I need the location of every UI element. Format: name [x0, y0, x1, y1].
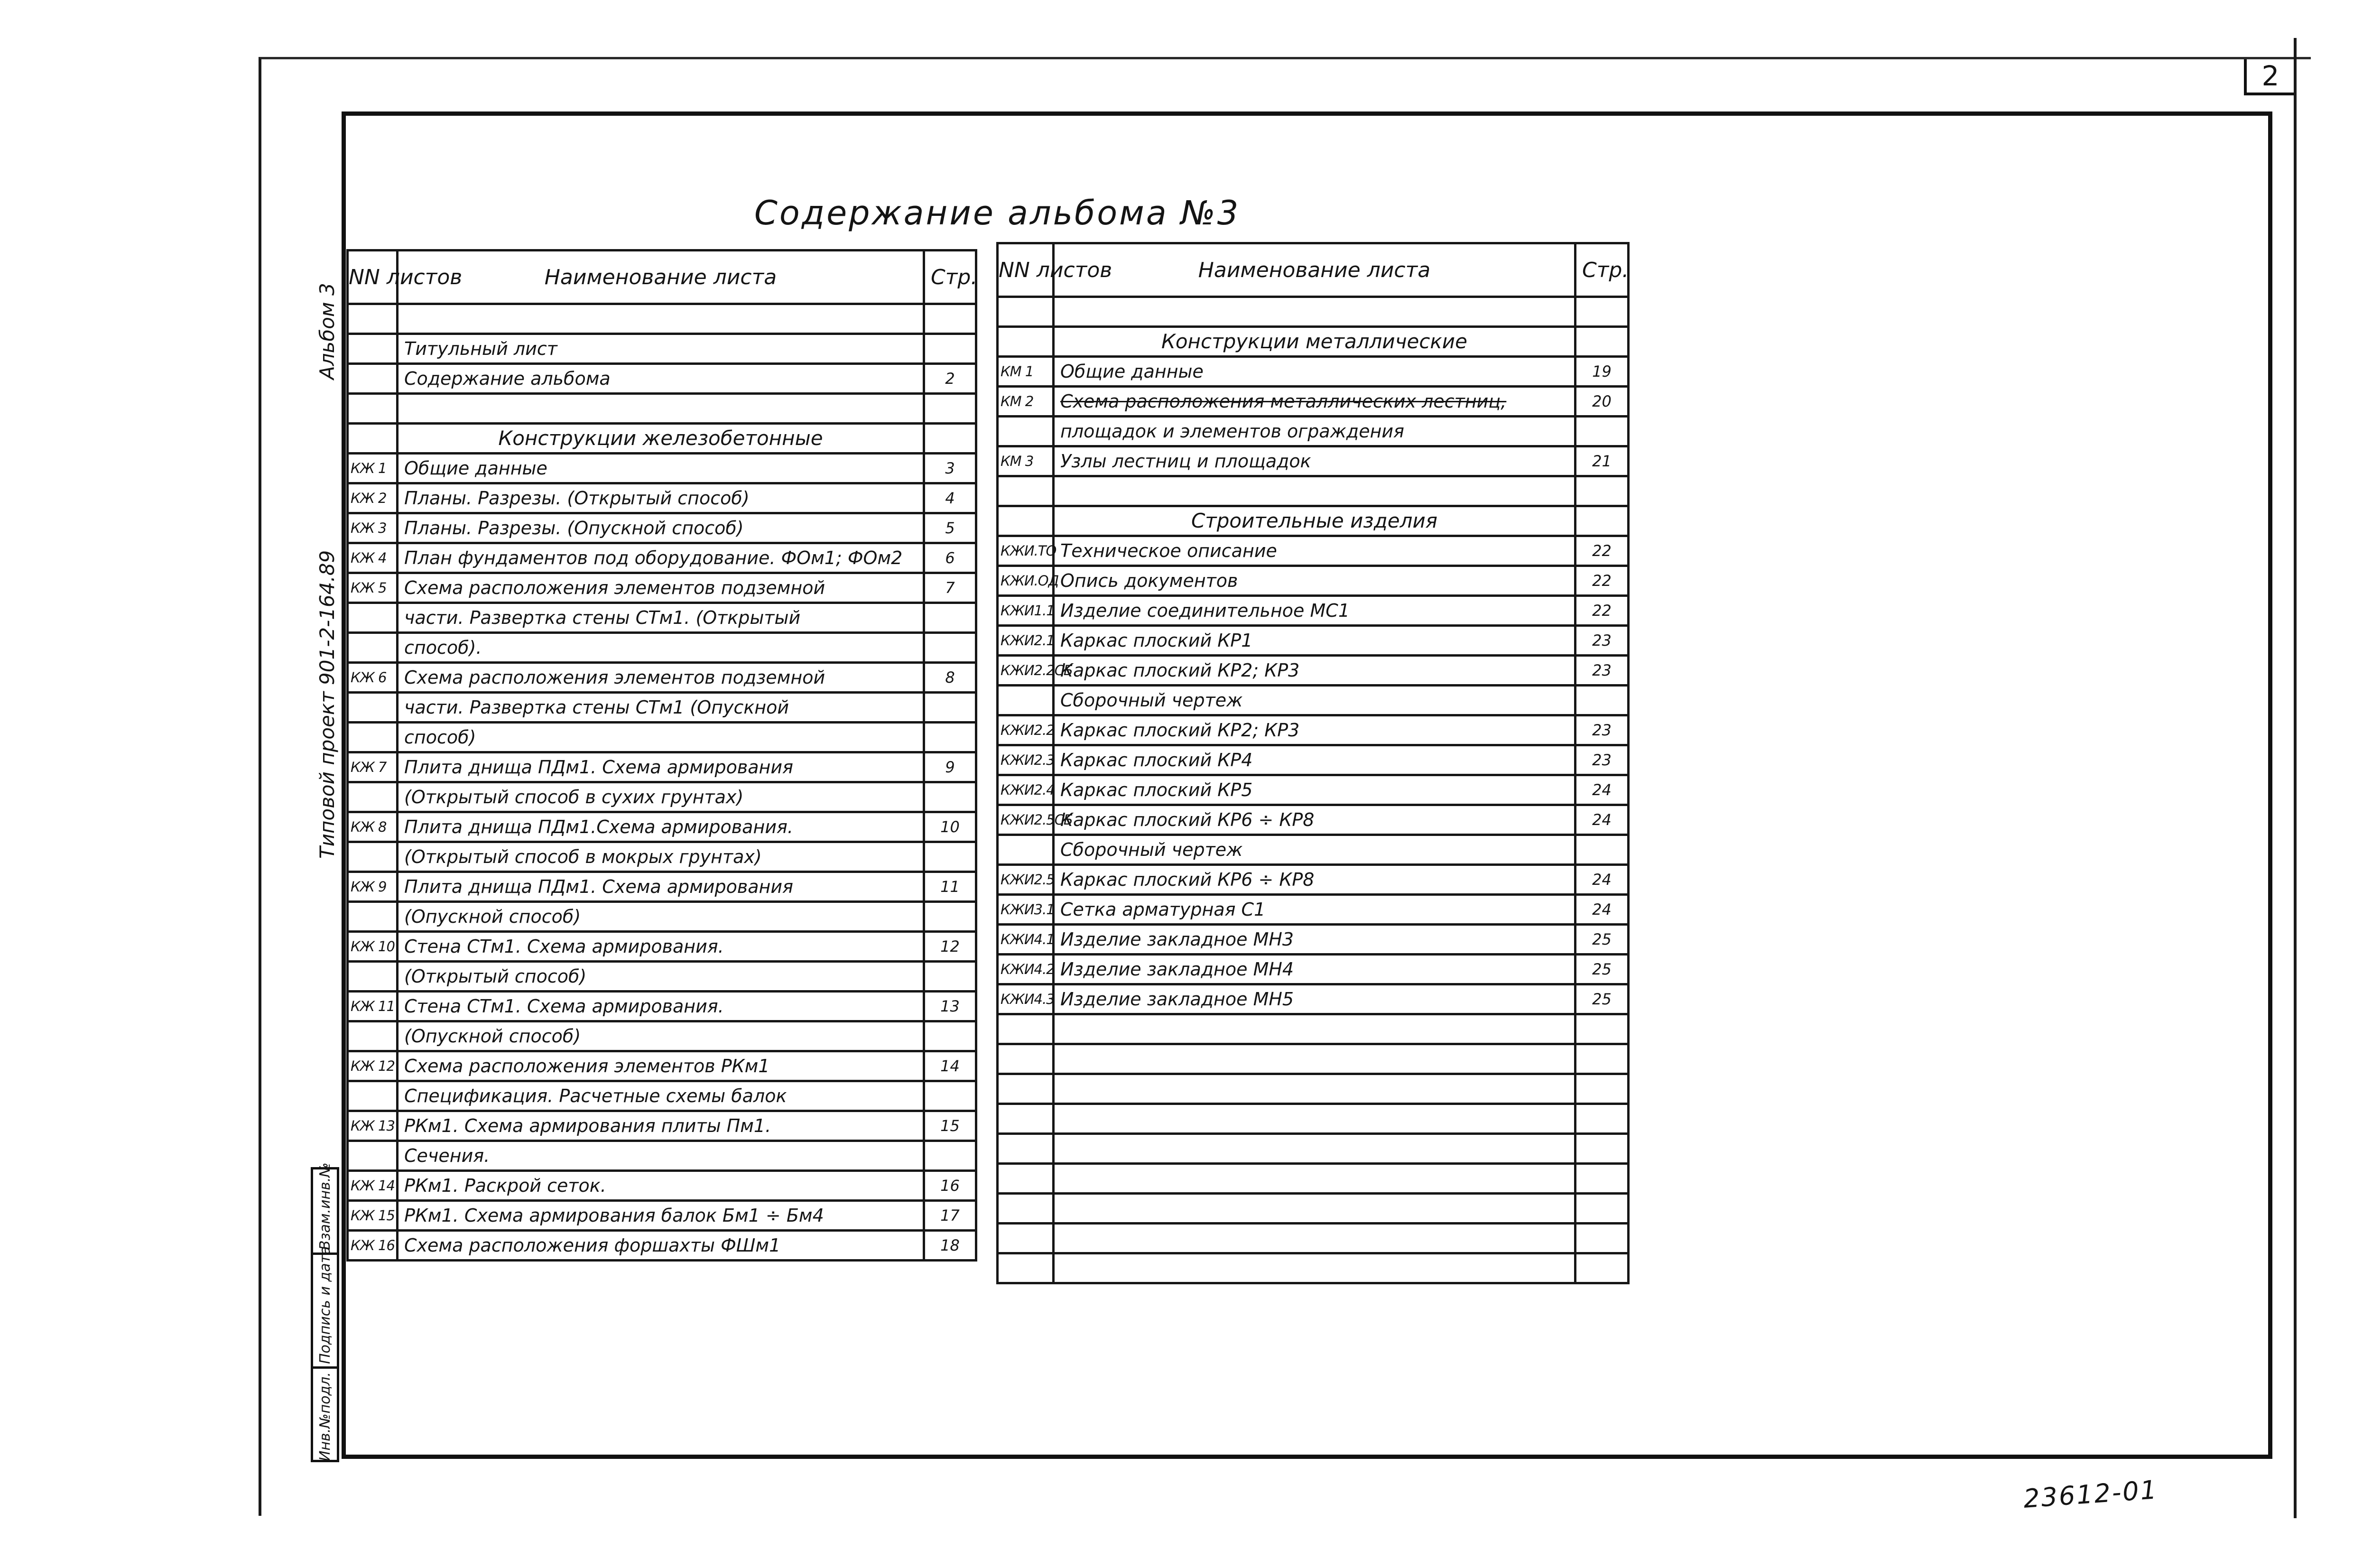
- sheet-name: План фундаментов под оборудование. ФОм1; ФОм2: [398, 543, 924, 573]
- sheet-code: [348, 902, 398, 932]
- sheet-code: КЖ 6: [348, 663, 398, 693]
- table-row: [998, 1044, 1629, 1074]
- sheet-code: [348, 603, 398, 633]
- sheet-name: Плита днища ПДм1. Схема армирования: [398, 752, 924, 782]
- sheet-page: [924, 424, 976, 454]
- table-row: [348, 1021, 976, 1051]
- table-row: [348, 603, 976, 633]
- sheet-name: Техническое описание: [1054, 536, 1575, 566]
- sheet-page: [1575, 1194, 1629, 1224]
- sheet-name: Изделие соединительное МС1: [1054, 596, 1575, 626]
- sheet-name: Изделие закладное МН3: [1054, 925, 1575, 955]
- table-row: [348, 752, 976, 782]
- header-num: NN листов: [998, 243, 1054, 297]
- page-number: 2: [2244, 59, 2294, 95]
- sheet-code: КЖ 1: [348, 454, 398, 483]
- sheet-page: 20: [1575, 387, 1629, 417]
- sheet-code: КЖИ.ОД: [998, 566, 1054, 596]
- sheet-page: 6: [924, 543, 976, 573]
- sheet-page: [1575, 835, 1629, 865]
- sheet-page: 11: [924, 872, 976, 902]
- table-row: [348, 304, 976, 334]
- sheet-name: РКм1. Схема армирования плиты Пм1.: [398, 1111, 924, 1141]
- sheet-name: (Опускной способ): [398, 902, 924, 932]
- table-row: [998, 775, 1629, 805]
- table-row: [348, 782, 976, 812]
- sheet-name: Плита днища ПДм1. Схема армирования: [398, 872, 924, 902]
- sheet-code: КЖ 10: [348, 932, 398, 962]
- table-row: [348, 1111, 976, 1141]
- sheet-page: 18: [924, 1231, 976, 1261]
- contents-table-right: [996, 242, 1630, 1284]
- sheet-name: Спецификация. Расчетные схемы балок: [398, 1081, 924, 1111]
- sheet-code: [348, 304, 398, 334]
- sheet-name: Схема расположения элементов РКм1: [398, 1051, 924, 1081]
- sheet-code: [998, 1104, 1054, 1134]
- sheet-page: [1575, 1044, 1629, 1074]
- table-row: [998, 1014, 1629, 1044]
- table-row: [998, 984, 1629, 1014]
- sheet-name: Схема расположения металлических лестниц,: [1054, 387, 1575, 417]
- table-row: [348, 812, 976, 842]
- table-row: [998, 327, 1629, 357]
- sheet-code: КЖИ.ТО: [998, 536, 1054, 566]
- sheet-name: Сборочный чертеж: [1054, 835, 1575, 865]
- sheet-code: [348, 723, 398, 752]
- sheet-page: [924, 842, 976, 872]
- sheet-name: Содержание альбома: [398, 364, 924, 394]
- sheet-name: [1054, 1074, 1575, 1104]
- sheet-page: [924, 304, 976, 334]
- sheet-code: [998, 1134, 1054, 1164]
- sheet-name: способ): [398, 723, 924, 752]
- sheet-name: Общие данные: [398, 454, 924, 483]
- sheet-name: части. Развертка стены СТм1 (Опускной: [398, 693, 924, 723]
- table-row: [998, 536, 1629, 566]
- sheet-name: Схема расположения элементов подземной: [398, 573, 924, 603]
- sheet-code: КМ 2: [998, 387, 1054, 417]
- sheet-name: [1054, 1134, 1575, 1164]
- sheet-name: Планы. Разрезы. (Опускной способ): [398, 513, 924, 543]
- sheet-name: Схема расположения форшахты ФШм1: [398, 1231, 924, 1261]
- sheet-name: [1054, 476, 1575, 506]
- sheet-name: Каркас плоский КР2; КР3: [1054, 715, 1575, 745]
- sheet-page: [924, 1081, 976, 1111]
- table-row: [998, 387, 1629, 417]
- sheet-page: 19: [1575, 357, 1629, 387]
- header-page: Стр.: [924, 251, 976, 304]
- table-row: [348, 902, 976, 932]
- sheet-name: Каркас плоский КР2; КР3: [1054, 656, 1575, 686]
- sheet-page: [1575, 1134, 1629, 1164]
- sheet-code: КЖ 4: [348, 543, 398, 573]
- sheet-name: [1054, 1104, 1575, 1134]
- document-number: 23612-01: [2022, 1475, 2159, 1514]
- sheet-name: площадок и элементов ограждения: [1054, 417, 1575, 446]
- table-row: [348, 992, 976, 1021]
- sheet-code: [998, 686, 1054, 715]
- sheet-code: КЖИ4.1: [998, 925, 1054, 955]
- sheet-page: [1575, 686, 1629, 715]
- table-row: [348, 842, 976, 872]
- sheet-page: 12: [924, 932, 976, 962]
- section-heading: Строительные изделия: [1054, 506, 1575, 536]
- sheet-page: 15: [924, 1111, 976, 1141]
- sheet-code: КЖИ2.4: [998, 775, 1054, 805]
- sheet-code: [348, 693, 398, 723]
- sheet-code: КЖ 13: [348, 1111, 398, 1141]
- sheet-page: [1575, 1253, 1629, 1283]
- sheet-code: [998, 417, 1054, 446]
- sheet-name: Схема расположения элементов подземной: [398, 663, 924, 693]
- sheet-code: [998, 1014, 1054, 1044]
- sheet-page: [924, 334, 976, 364]
- sheet-code: КЖ 9: [348, 872, 398, 902]
- table-row: [348, 483, 976, 513]
- sheet-name: РКм1. Раскрой сеток.: [398, 1171, 924, 1201]
- sheet-code: КЖИ1.1: [998, 596, 1054, 626]
- stamp-divider: [311, 1366, 339, 1369]
- sheet-page: 22: [1575, 536, 1629, 566]
- table-row: [348, 573, 976, 603]
- table-row: [998, 1194, 1629, 1224]
- sheet-page: 8: [924, 663, 976, 693]
- sheet-name: [1054, 1044, 1575, 1074]
- section-heading: Конструкции металлические: [1054, 327, 1575, 357]
- sheet-page: 17: [924, 1201, 976, 1231]
- sheet-name: (Открытый способ в мокрых грунтах): [398, 842, 924, 872]
- table-row: [348, 1051, 976, 1081]
- sheet-name: Плита днища ПДм1.Схема армирования.: [398, 812, 924, 842]
- sheet-name: Стена СТм1. Схема армирования.: [398, 992, 924, 1021]
- sheet-name: [1054, 1014, 1575, 1044]
- sheet-name: части. Развертка стены СТм1. (Открытый: [398, 603, 924, 633]
- sheet-name: (Открытый способ): [398, 962, 924, 992]
- sheet-name: Каркас плоский КР1: [1054, 626, 1575, 656]
- sheet-name: [1054, 1194, 1575, 1224]
- sheet-page: [924, 1141, 976, 1171]
- sheet-page: 10: [924, 812, 976, 842]
- page-title: Содержание альбома №3: [754, 194, 1241, 232]
- contents-table-left: [346, 249, 977, 1262]
- table-row: [998, 1253, 1629, 1283]
- sheet-page: 25: [1575, 955, 1629, 984]
- sheet-page: 24: [1575, 895, 1629, 925]
- sheet-page: [1575, 1104, 1629, 1134]
- sheet-code: КЖИ3.1: [998, 895, 1054, 925]
- sheet-code: КЖИ4.3: [998, 984, 1054, 1014]
- sheet-page: [924, 1021, 976, 1051]
- table-row: [998, 297, 1629, 327]
- project-label: Типовой проект 901-2-164.89: [315, 550, 339, 859]
- sheet-name: Титульный лист: [398, 334, 924, 364]
- table-row: [348, 1141, 976, 1171]
- table-row: [998, 715, 1629, 745]
- table-row: [998, 357, 1629, 387]
- sheet-code: [348, 842, 398, 872]
- table-row: [998, 805, 1629, 835]
- sheet-name: (Опускной способ): [398, 1021, 924, 1051]
- sheet-code: КЖ 8: [348, 812, 398, 842]
- table-row: [348, 424, 976, 454]
- sheet-name: Изделие закладное МН4: [1054, 955, 1575, 984]
- sheet-code: [348, 1021, 398, 1051]
- table-row: [348, 663, 976, 693]
- sheet-page: 16: [924, 1171, 976, 1201]
- sheet-page: [1575, 1014, 1629, 1044]
- table-row: [348, 932, 976, 962]
- sheet-code: КЖИ2.3: [998, 745, 1054, 775]
- table-row: [998, 1104, 1629, 1134]
- sheet-name: Планы. Разрезы. (Открытый способ): [398, 483, 924, 513]
- sheet-code: [998, 1253, 1054, 1283]
- table-row: [998, 446, 1629, 476]
- sheet-code: КМ 3: [998, 446, 1054, 476]
- sheet-page: 14: [924, 1051, 976, 1081]
- sheet-page: [924, 693, 976, 723]
- table-row: [998, 656, 1629, 686]
- table-row: [998, 417, 1629, 446]
- table-row: [998, 835, 1629, 865]
- section-heading: Конструкции железобетонные: [398, 424, 924, 454]
- sheet-code: КЖИ2.1: [998, 626, 1054, 656]
- table-row: [348, 364, 976, 394]
- stamp-label-inv: Инв.№подл.: [317, 1372, 334, 1461]
- sheet-name: [1054, 1224, 1575, 1253]
- table-row: [998, 686, 1629, 715]
- table-row: [998, 955, 1629, 984]
- sheet-name: Опись документов: [1054, 566, 1575, 596]
- sheet-code: КЖИ2.2СБ: [998, 656, 1054, 686]
- table-row: [348, 454, 976, 483]
- table-row: [998, 1134, 1629, 1164]
- table-row: [348, 1171, 976, 1201]
- stamp-label-replaced: Взам.инв.№: [317, 1162, 334, 1250]
- sheet-page: [924, 902, 976, 932]
- sheet-page: [1575, 327, 1629, 357]
- table-row: [348, 962, 976, 992]
- sheet-code: КЖ 11: [348, 992, 398, 1021]
- sheet-code: [348, 424, 398, 454]
- table-row: [348, 723, 976, 752]
- table-row: [348, 543, 976, 573]
- sheet-name: Сечения.: [398, 1141, 924, 1171]
- sheet-name: Каркас плоский КР4: [1054, 745, 1575, 775]
- header-num: NN листов: [348, 251, 398, 304]
- album-label: Альбом 3: [315, 283, 339, 380]
- sheet-page: [924, 603, 976, 633]
- sheet-code: КЖИ2.5: [998, 865, 1054, 895]
- table-row: [998, 1074, 1629, 1104]
- sheet-code: КМ 1: [998, 357, 1054, 387]
- sheet-code: [998, 1224, 1054, 1253]
- sheet-code: КЖИ2.5СБ: [998, 805, 1054, 835]
- table-row: [998, 1224, 1629, 1253]
- sheet-page: [1575, 297, 1629, 327]
- sheet-name: Изделие закладное МН5: [1054, 984, 1575, 1014]
- sheet-name: [1054, 297, 1575, 327]
- sheet-page: [1575, 476, 1629, 506]
- sheet-code: КЖ 3: [348, 513, 398, 543]
- table-row: [998, 506, 1629, 536]
- table-row: [348, 1201, 976, 1231]
- sheet-name: Сетка арматурная С1: [1054, 895, 1575, 925]
- sheet-page: 2: [924, 364, 976, 394]
- sheet-code: [348, 1141, 398, 1171]
- sheet-code: КЖ 2: [348, 483, 398, 513]
- table-row: [998, 925, 1629, 955]
- sheet-page: 13: [924, 992, 976, 1021]
- table-row: [998, 865, 1629, 895]
- sheet-code: [348, 334, 398, 364]
- sheet-code: [998, 1074, 1054, 1104]
- header-name: Наименование листа: [1054, 243, 1575, 297]
- sheet-code: [998, 476, 1054, 506]
- sheet-name: Сборочный чертеж: [1054, 686, 1575, 715]
- sheet-page: 22: [1575, 596, 1629, 626]
- table-row: [998, 745, 1629, 775]
- sheet-code: КЖИ2.2: [998, 715, 1054, 745]
- sheet-code: [348, 962, 398, 992]
- sheet-page: 4: [924, 483, 976, 513]
- sheet-code: [998, 327, 1054, 357]
- table-row: [348, 1231, 976, 1261]
- sheet-code: КЖ 15: [348, 1201, 398, 1231]
- header-name: Наименование листа: [398, 251, 924, 304]
- sheet-code: КЖ 12: [348, 1051, 398, 1081]
- sheet-name: (Открытый способ в сухих грунтах): [398, 782, 924, 812]
- sheet-page: [1575, 1164, 1629, 1194]
- table-row: [998, 1164, 1629, 1194]
- sheet-code: КЖ 7: [348, 752, 398, 782]
- table-row: [348, 334, 976, 364]
- sheet-name: Каркас плоский КР6 ÷ КР8: [1054, 865, 1575, 895]
- sheet-page: 24: [1575, 865, 1629, 895]
- sheet-code: [998, 297, 1054, 327]
- sheet-name: Узлы лестниц и площадок: [1054, 446, 1575, 476]
- sheet-page: 23: [1575, 745, 1629, 775]
- table-row: [348, 1081, 976, 1111]
- sheet-code: [348, 364, 398, 394]
- sheet-page: [1575, 1074, 1629, 1104]
- sheet-code: [998, 1194, 1054, 1224]
- sheet-page: 23: [1575, 715, 1629, 745]
- table-row: [998, 476, 1629, 506]
- sheet-code: [998, 835, 1054, 865]
- sheet-page: 22: [1575, 566, 1629, 596]
- sheet-page: [924, 723, 976, 752]
- table-row: [348, 872, 976, 902]
- sheet-code: [998, 1164, 1054, 1194]
- sheet-page: 23: [1575, 626, 1629, 656]
- table-header: [998, 243, 1629, 297]
- sheet-page: 25: [1575, 925, 1629, 955]
- sheet-page: 24: [1575, 805, 1629, 835]
- sheet-code: КЖ 14: [348, 1171, 398, 1201]
- sheet-page: [924, 394, 976, 424]
- sheet-name: Стена СТм1. Схема армирования.: [398, 932, 924, 962]
- sheet-name: Общие данные: [1054, 357, 1575, 387]
- sheet-page: 9: [924, 752, 976, 782]
- sheet-code: [348, 1081, 398, 1111]
- sheet-page: [1575, 417, 1629, 446]
- sheet-name: [1054, 1253, 1575, 1283]
- sheet-name: Каркас плоский КР6 ÷ КР8: [1054, 805, 1575, 835]
- sheet-code: КЖ 5: [348, 573, 398, 603]
- sheet-name: Каркас плоский КР5: [1054, 775, 1575, 805]
- sheet-code: КЖ 16: [348, 1231, 398, 1261]
- sheet-code: [348, 633, 398, 663]
- sheet-page: [924, 633, 976, 663]
- table-row: [998, 566, 1629, 596]
- sheet-page: 5: [924, 513, 976, 543]
- sheet-name: [1054, 1164, 1575, 1194]
- sheet-page: 3: [924, 454, 976, 483]
- table-row: [348, 633, 976, 663]
- stamp-label-signature: Подпись и дата: [317, 1246, 334, 1364]
- sheet-code: КЖИ4.2: [998, 955, 1054, 984]
- sheet-name: способ).: [398, 633, 924, 663]
- sheet-code: [998, 1044, 1054, 1074]
- sheet-page: 23: [1575, 656, 1629, 686]
- table-row: [348, 394, 976, 424]
- sheet-page: [1575, 506, 1629, 536]
- sheet-page: 7: [924, 573, 976, 603]
- table-row: [348, 513, 976, 543]
- sheet-name: РКм1. Схема армирования балок Бм1 ÷ Бм4: [398, 1201, 924, 1231]
- table-row: [348, 693, 976, 723]
- table-header: [348, 251, 976, 304]
- sheet-code: [998, 506, 1054, 536]
- sheet-page: 21: [1575, 446, 1629, 476]
- sheet-page: [1575, 1224, 1629, 1253]
- sheet-code: [348, 394, 398, 424]
- table-row: [998, 596, 1629, 626]
- sheet-page: [924, 962, 976, 992]
- sheet-name: [398, 394, 924, 424]
- sheet-page: [924, 782, 976, 812]
- sheet-name: [398, 304, 924, 334]
- table-row: [998, 895, 1629, 925]
- sheet-code: [348, 782, 398, 812]
- table-row: [998, 626, 1629, 656]
- sheet-page: 24: [1575, 775, 1629, 805]
- header-page: Стр.: [1575, 243, 1629, 297]
- sheet-page: 25: [1575, 984, 1629, 1014]
- sheet-right-border: [2294, 38, 2314, 1518]
